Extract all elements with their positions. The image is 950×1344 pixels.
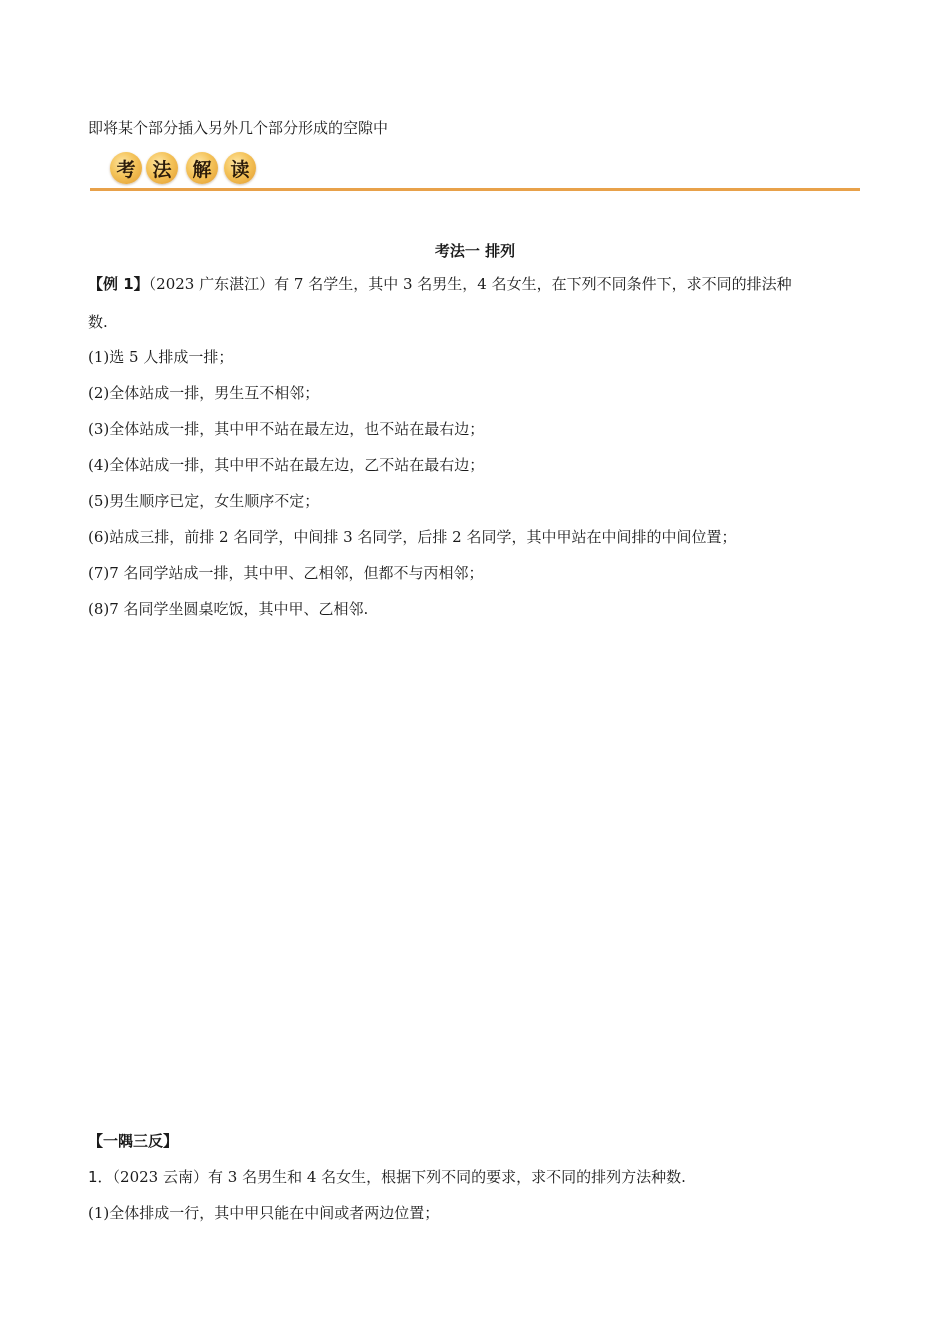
intro-text: 即将某个部分插入另外几个部分形成的空隙中 xyxy=(88,119,389,137)
example-item-8: (8)7 名同学坐圆桌吃饭，其中甲、乙相邻. xyxy=(88,600,369,618)
example-item-4: (4)全体站成一排，其中甲不站在最左边，乙不站在最右边； xyxy=(88,456,485,474)
example-stem-line2: 数. xyxy=(88,313,108,331)
banner-char-1: 考 xyxy=(110,152,142,184)
example-stem-line1: 有 7 名学生，其中 3 名男生，4 名女生，在下列不同条件下，求不同的排法种 xyxy=(274,275,792,293)
example-item-3: (3)全体站成一排，其中甲不站在最左边，也不站在最右边； xyxy=(88,420,485,438)
practice-q1-number: 1． xyxy=(88,1168,113,1186)
example-item-2: (2)全体站成一排，男生互不相邻； xyxy=(88,384,320,402)
example-item-1: (1)选 5 人排成一排； xyxy=(88,348,234,366)
example-item-5: (5)男生顺序已定，女生顺序不定； xyxy=(88,492,320,510)
banner-char-3: 解 xyxy=(186,152,218,184)
practice-q1-item-1: (1)全体排成一行，其中甲只能在中间或者两边位置； xyxy=(88,1204,440,1222)
section-title: 考法一 排列 xyxy=(434,242,516,260)
banner-divider xyxy=(90,188,860,191)
section-banner xyxy=(88,150,860,196)
example-item-6: (6)站成三排，前排 2 名同学，中间排 3 名同学，后排 2 名同学，其中甲站在中间排的中间位置； xyxy=(88,528,737,546)
practice-heading: 【一隅三反】 xyxy=(88,1132,179,1150)
example-source: （2023 广东湛江） xyxy=(148,275,275,293)
practice-q1-source: （2023 云南） xyxy=(112,1168,208,1186)
practice-q1-stem xyxy=(88,1167,686,1187)
example-stem xyxy=(88,274,792,294)
banner-char-2: 法 xyxy=(146,152,178,184)
example-label: 【例 1】 xyxy=(88,275,149,293)
banner-char-4: 读 xyxy=(224,152,256,184)
example-item-7: (7)7 名同学站成一排，其中甲、乙相邻，但都不与丙相邻； xyxy=(88,564,484,582)
practice-q1-text: 有 3 名男生和 4 名女生，根据下列不同的要求，求不同的排列方法种数. xyxy=(208,1168,686,1186)
